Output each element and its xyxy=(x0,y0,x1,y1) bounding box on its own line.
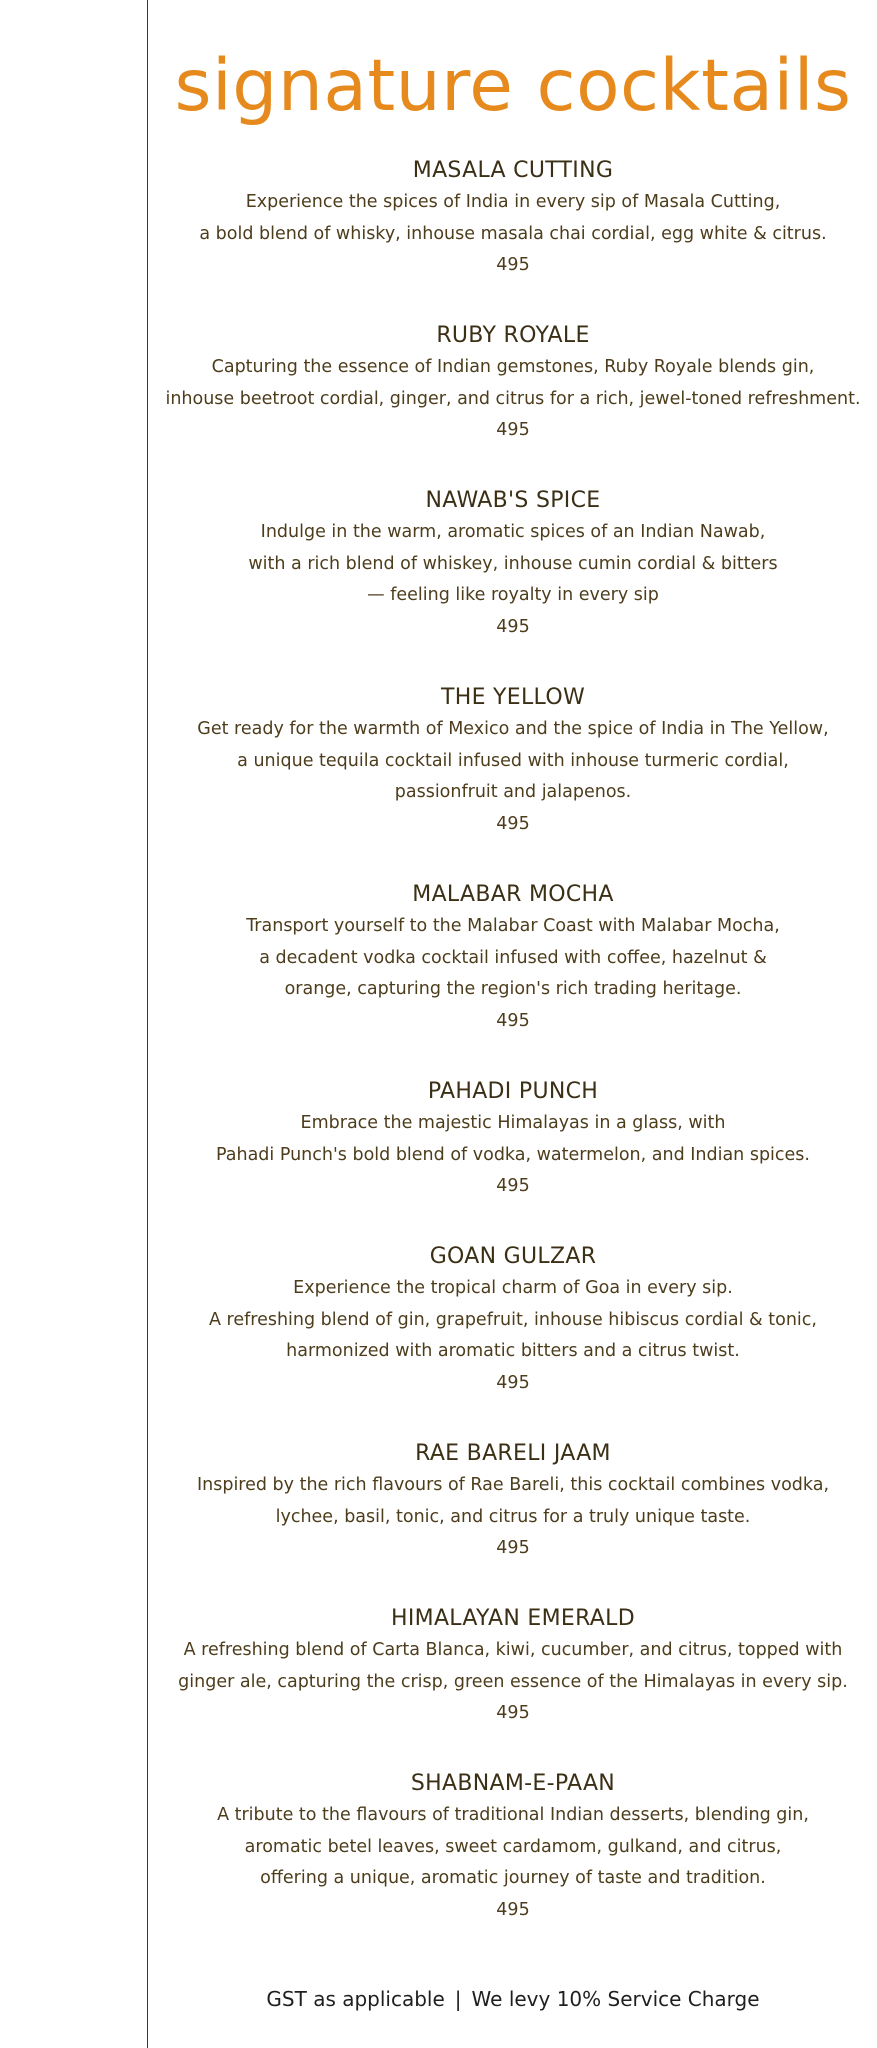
description-line: a bold blend of whisky, inhouse masala chai cordial, egg white & citrus. xyxy=(199,223,827,244)
menu-item-shabnam-e-paan xyxy=(149,1768,877,1926)
description-line: Experience the spices of India in every sip of Masala Cutting, xyxy=(245,192,781,212)
menu-item-nawabs-spice xyxy=(149,485,877,643)
item-description xyxy=(149,1800,877,1895)
description-line: Experience the tropical charm of Goa in every sip. xyxy=(293,1278,733,1298)
item-description xyxy=(149,1635,877,1698)
left-border-line xyxy=(147,0,148,2048)
item-description xyxy=(149,1470,877,1533)
item-name: SHABNAM-E-PAAN xyxy=(410,1771,616,1796)
item-description xyxy=(149,517,877,612)
description-line: with a rich blend of whiskey, inhouse cumin cordial & bitters xyxy=(248,553,778,574)
item-description xyxy=(149,187,877,250)
item-price: 495 xyxy=(496,1176,530,1196)
menu-item-pahadi-punch xyxy=(149,1076,877,1203)
description-line: aromatic betel leaves, sweet cardamom, gulkand, and citrus, xyxy=(244,1836,782,1857)
description-line: A tribute to the flavours of traditional Indian desserts, blending gin, xyxy=(217,1805,809,1825)
description-line: Pahadi Punch's bold blend of vodka, watermelon, and Indian spices. xyxy=(216,1144,810,1165)
description-line: offering a unique, aromatic journey of taste and tradition. xyxy=(260,1868,766,1888)
item-description xyxy=(149,1273,877,1368)
menu-item-himalayan-emerald xyxy=(149,1603,877,1730)
item-description xyxy=(149,1108,877,1171)
item-name: THE YELLOW xyxy=(440,685,585,710)
item-price: 495 xyxy=(496,1703,530,1723)
item-name: MASALA CUTTING xyxy=(412,158,614,183)
description-line: harmonized with aromatic bitters and a citrus twist. xyxy=(286,1341,740,1361)
item-price: 495 xyxy=(496,616,530,637)
description-line: lychee, basil, tonic, and citrus for a truly unique taste. xyxy=(275,1506,751,1527)
item-price: 495 xyxy=(496,255,530,275)
gst-note: GST as applicable xyxy=(266,1987,445,2011)
menu-item-goan-gulzar xyxy=(149,1241,877,1399)
description-line: A refreshing blend of Carta Blanca, kiwi, cucumber, and citrus, topped with xyxy=(183,1640,843,1660)
item-name: GOAN GULZAR xyxy=(429,1244,597,1269)
item-description xyxy=(149,714,877,809)
description-line: orange, capturing the region's rich trading heritage. xyxy=(284,979,742,999)
service-charge-note: We levy 10% Service Charge xyxy=(471,1987,760,2011)
item-name: NAWAB'S SPICE xyxy=(425,488,601,513)
item-price: 495 xyxy=(496,813,530,834)
menu-title: signature cocktails xyxy=(174,44,852,127)
item-name: PAHADI PUNCH xyxy=(427,1079,599,1104)
menu-item-rae-bareli-jaam xyxy=(149,1438,877,1565)
description-line: Capturing the essence of Indian gemstones, Ruby Royale blends gin, xyxy=(211,357,815,377)
item-name: HIMALAYAN EMERALD xyxy=(391,1606,635,1631)
description-line: — feeling like royalty in every sip xyxy=(367,585,659,605)
description-line: A refreshing blend of gin, grapefruit, inhouse hibiscus cordial & tonic, xyxy=(209,1309,817,1330)
cocktail-menu-page xyxy=(149,0,877,2048)
description-line: Get ready for the warmth of Mexico and the spice of India in The Yellow, xyxy=(197,719,829,739)
item-price: 495 xyxy=(496,420,530,440)
item-description xyxy=(149,911,877,1006)
description-line: a unique tequila cocktail infused with inhouse turmeric cordial, xyxy=(237,750,789,771)
item-name: RAE BARELI JAAM xyxy=(415,1441,611,1466)
description-line: inhouse beetroot cordial, ginger, and citrus for a rich, jewel-toned refreshment. xyxy=(165,388,861,409)
description-line: Indulge in the warm, aromatic spices of an Indian Nawab, xyxy=(260,522,766,542)
item-price: 495 xyxy=(496,1372,530,1393)
menu-item-malabar-mocha xyxy=(149,879,877,1037)
menu-item-masala-cutting xyxy=(149,155,877,282)
item-name: RUBY ROYALE xyxy=(436,323,590,348)
menu-item-ruby-royale xyxy=(149,320,877,447)
item-price: 495 xyxy=(496,1899,530,1920)
description-line: passionfruit and jalapenos. xyxy=(394,782,632,802)
menu-footer xyxy=(149,1984,877,2014)
description-line: a decadent vodka cocktail infused with coffee, hazelnut & xyxy=(259,947,767,968)
menu-item-the-yellow xyxy=(149,682,877,840)
description-line: ginger ale, capturing the crisp, green essence of the Himalayas in every sip. xyxy=(178,1671,848,1692)
item-price: 495 xyxy=(496,1538,530,1558)
description-line: Embrace the majestic Himalayas in a glass, with xyxy=(300,1113,726,1133)
footer-separator: | xyxy=(454,1987,462,2011)
item-name: MALABAR MOCHA xyxy=(412,882,614,907)
description-line: Inspired by the rich flavours of Rae Bareli, this cocktail combines vodka, xyxy=(196,1475,830,1495)
description-line: Transport yourself to the Malabar Coast with Malabar Mocha, xyxy=(246,916,780,936)
item-price: 495 xyxy=(496,1010,530,1031)
item-description xyxy=(149,352,877,415)
